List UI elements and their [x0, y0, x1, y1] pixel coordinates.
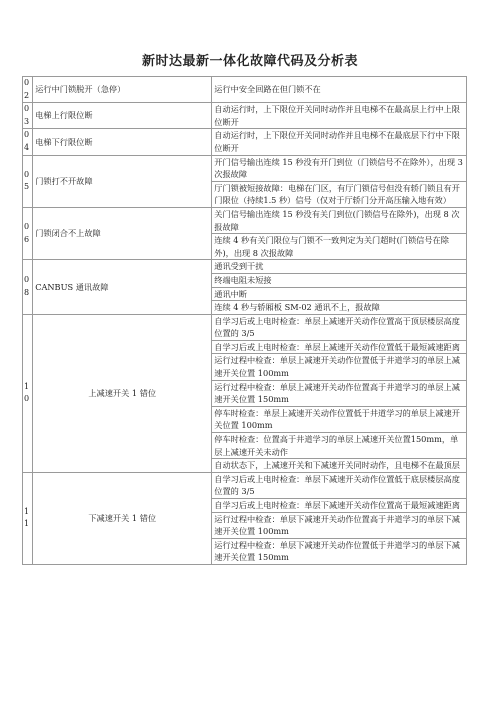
fault-cause-cell: 开门信号输出连续 15 秒没有开门到位（门锁信号不在除外），出现 3 次报故障: [212, 155, 467, 181]
fault-cause-cell: 连续 4 秒与轿厢板 SM-02 通讯不上，报故障: [212, 301, 467, 315]
table-row: [23, 77, 467, 103]
fault-cause-cell: 运行过程中检查：单层下减速开关动作位置高于井道学习的单层下减速开关位置 100mm: [212, 512, 467, 538]
fault-cause-cell: 自学习后或上电时检查：单层下减速开关动作位置高于最短减速距离: [212, 499, 467, 513]
fault-name-cell: 下减速开关 1 错位: [33, 472, 212, 564]
fault-cause-cell: 自学习后或上电时检查：单层上减速开关动作位置高于顶层楼层高度位置的 3/5: [212, 314, 467, 340]
fault-name-cell: 上减速开关 1 错位: [33, 314, 212, 472]
table-row: [23, 155, 467, 181]
fault-name-cell: CANBUS 通讯故障: [33, 260, 212, 314]
fault-cause-cell: 运行过程中检查：单层上减速开关动作位置高于井道学习的单层上减速开关位置 150mm: [212, 380, 467, 406]
fault-cause-cell: 终端电阻未短接: [212, 273, 467, 287]
fault-cause-cell: 通讯受到干扰: [212, 260, 467, 274]
fault-cause-cell: 自动状态下，上减速开关和下减速开关同时动作，且电梯不在最顶层: [212, 459, 467, 473]
table-row: [23, 103, 467, 129]
fault-cause-cell: 连续 4 秒有关门限位与门锁不一致判定为关门超时(门锁信号在除外)，出现 8 次报故障: [212, 234, 467, 260]
fault-name-cell: 电梯上行限位断: [33, 103, 212, 129]
fault-name-cell: 运行中门锁脱开（急停）: [33, 77, 212, 103]
fault-cause-cell: 运行过程中检查：单层下减速开关动作位置低于井道学习的单层下减速开关位置 150mm: [212, 538, 467, 564]
fault-code-cell: 11: [23, 472, 33, 564]
fault-name-cell: 电梯下行限位断: [33, 129, 212, 155]
fault-code-cell: 02: [23, 77, 33, 103]
fault-cause-cell: 厅门锁被短接故障：电梯在门区，有厅门锁信号但没有轿门锁且有开门限位（持续1.5 秒）信号（仅对于厅轿门分开高压输入地有效）: [212, 181, 467, 207]
table-row: [23, 207, 467, 233]
fault-table-body: [23, 77, 467, 565]
fault-cause-cell: 运行过程中检查：单层上减速开关动作位置低于井道学习的单层上减速开关位置 100mm: [212, 354, 467, 380]
fault-code-cell: 05: [23, 155, 33, 207]
page-title: 新时达最新一体化故障代码及分析表: [141, 54, 358, 69]
fault-cause-cell: 运行中安全回路在但门锁不在: [212, 77, 467, 103]
fault-code-cell: 10: [23, 314, 33, 472]
fault-cause-cell: 通讯中断: [212, 287, 467, 301]
table-row: [23, 314, 467, 340]
fault-name-cell: 门锁闭合不上故障: [33, 207, 212, 259]
fault-code-cell: 03: [23, 103, 33, 129]
fault-cause-cell: 停车时检查：位置高于井道学习的单层上减速开关位置150mm，单层上减速开关未动作: [212, 433, 467, 459]
fault-cause-cell: 自学习后或上电时检查：单层下减速开关动作位置低于底层楼层高度位置的 3/5: [212, 472, 467, 498]
table-row: [23, 472, 467, 498]
table-row: [23, 260, 467, 274]
fault-cause-cell: 自动运行时，上下限位开关同时动作并且电梯不在最高层上行中上限位断开: [212, 103, 467, 129]
fault-cause-cell: 关门信号输出连续 15 秒没有关门到位(门锁信号在除外)，出现 8 次报故障: [212, 207, 467, 233]
fault-cause-cell: 停车时检查：单层上减速开关动作位置低于井道学习的单层上减速开关位置 100mm: [212, 406, 467, 432]
fault-code-cell: 06: [23, 207, 33, 259]
fault-code-cell: 04: [23, 129, 33, 155]
fault-code-table: [22, 76, 467, 565]
fault-name-cell: 门锁打不开故障: [33, 155, 212, 207]
fault-cause-cell: 自动运行时，上下限位开关同时动作并且电梯不在最底层下行中下限位断开: [212, 129, 467, 155]
fault-cause-cell: 自学习后或上电时检查：单层上减速开关动作位置低于最短减速距离: [212, 340, 467, 354]
fault-code-cell: 08: [23, 260, 33, 314]
table-row: [23, 129, 467, 155]
